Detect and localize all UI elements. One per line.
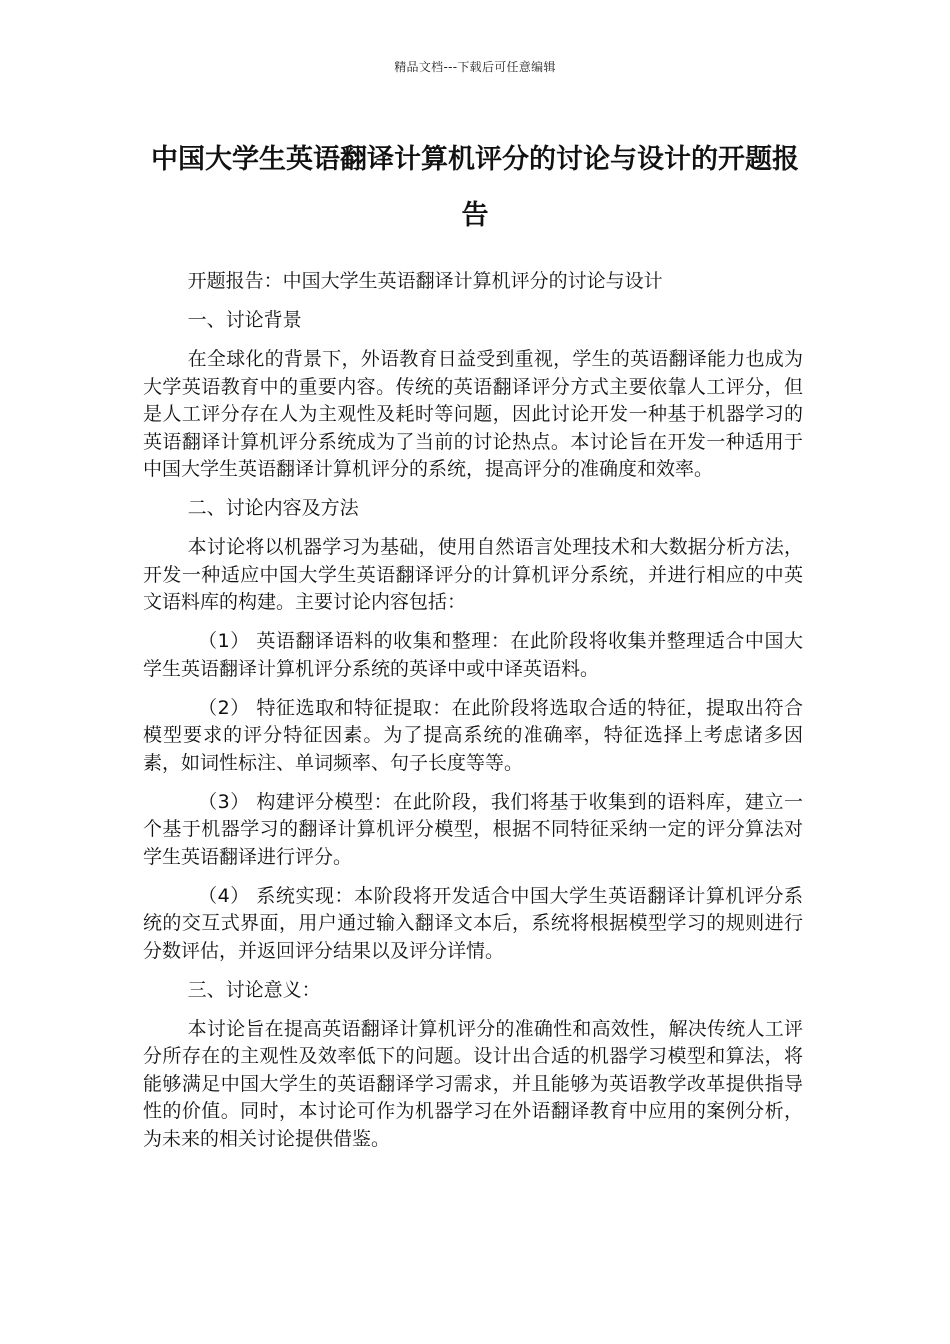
list-item-system: （4） 系统实现：本阶段将开发适合中国大学生英语翻译计算机评分系统的交互式界面，用户通过输入翻译文本后，系统将根据模型学习的规则进行分数评估，并返回评分结果以及评分详情。 [143,884,803,962]
section-heading-content-methods: 二、讨论内容及方法 [187,497,359,519]
report-subtitle: 开题报告：中国大学生英语翻译计算机评分的讨论与设计 [187,270,663,292]
list-item-features: （2） 特征选取和特征提取：在此阶段将选取合适的特征，提取出符合模型要求的评分特征因素。为了提高系统的准确率，特征选择上考虑诸多因素，如词性标注、单词频率、句子长度等等。 [143,696,803,774]
paragraph-content-methods: 本讨论将以机器学习为基础，使用自然语言处理技术和大数据分析方法，开发一种适应中国大学生英语翻译评分的计算机评分系统，并进行相应的中英文语料库的构建。主要讨论内容包括： [143,536,803,613]
document-body [143,268,803,1165]
list-item-corpus: （1） 英语翻译语料的收集和整理：在此阶段将收集并整理适合中国大学生英语翻译计算机评分系统的英译中或中译英语料。 [143,630,803,680]
section-heading-background: 一、讨论背景 [187,309,302,331]
paragraph-significance: 本讨论旨在提高英语翻译计算机评分的准确性和高效性，解决传统人工评分所存在的主观性及效率低下的问题。设计出合适的机器学习模型和算法，将能够满足中国大学生的英语翻译学习需求，并且能够为英语教学改革提供指导性的价值。同时，本讨论可作为机器学习在外语翻译教育中应用的案例分析，为未来的相关讨论提供借鉴。 [143,1017,803,1150]
header-note: 精品文档---下载后可任意编辑 [394,60,556,74]
paragraph-background: 在全球化的背景下，外语教育日益受到重视，学生的英语翻译能力也成为大学英语教育中的重要内容。传统的英语翻译评分方式主要依靠人工评分，但是人工评分存在人为主观性及耗时等问题，因此讨论开发一种基于机器学习的英语翻译计算机评分系统成为了当前的讨论热点。本讨论旨在开发一种适用于中国大学生英语翻译计算机评分的系统，提高评分的准确度和效率。 [143,348,803,480]
document-title: 中国大学生英语翻译计算机评分的讨论与设计的开题报告 [151,144,799,231]
list-item-model: （3） 构建评分模型：在此阶段，我们将基于收集到的语料库，建立一个基于机器学习的翻译计算机评分模型，根据不同特征采纳一定的评分算法对学生英语翻译进行评分。 [143,790,803,868]
section-heading-significance: 三、讨论意义： [187,978,321,1001]
